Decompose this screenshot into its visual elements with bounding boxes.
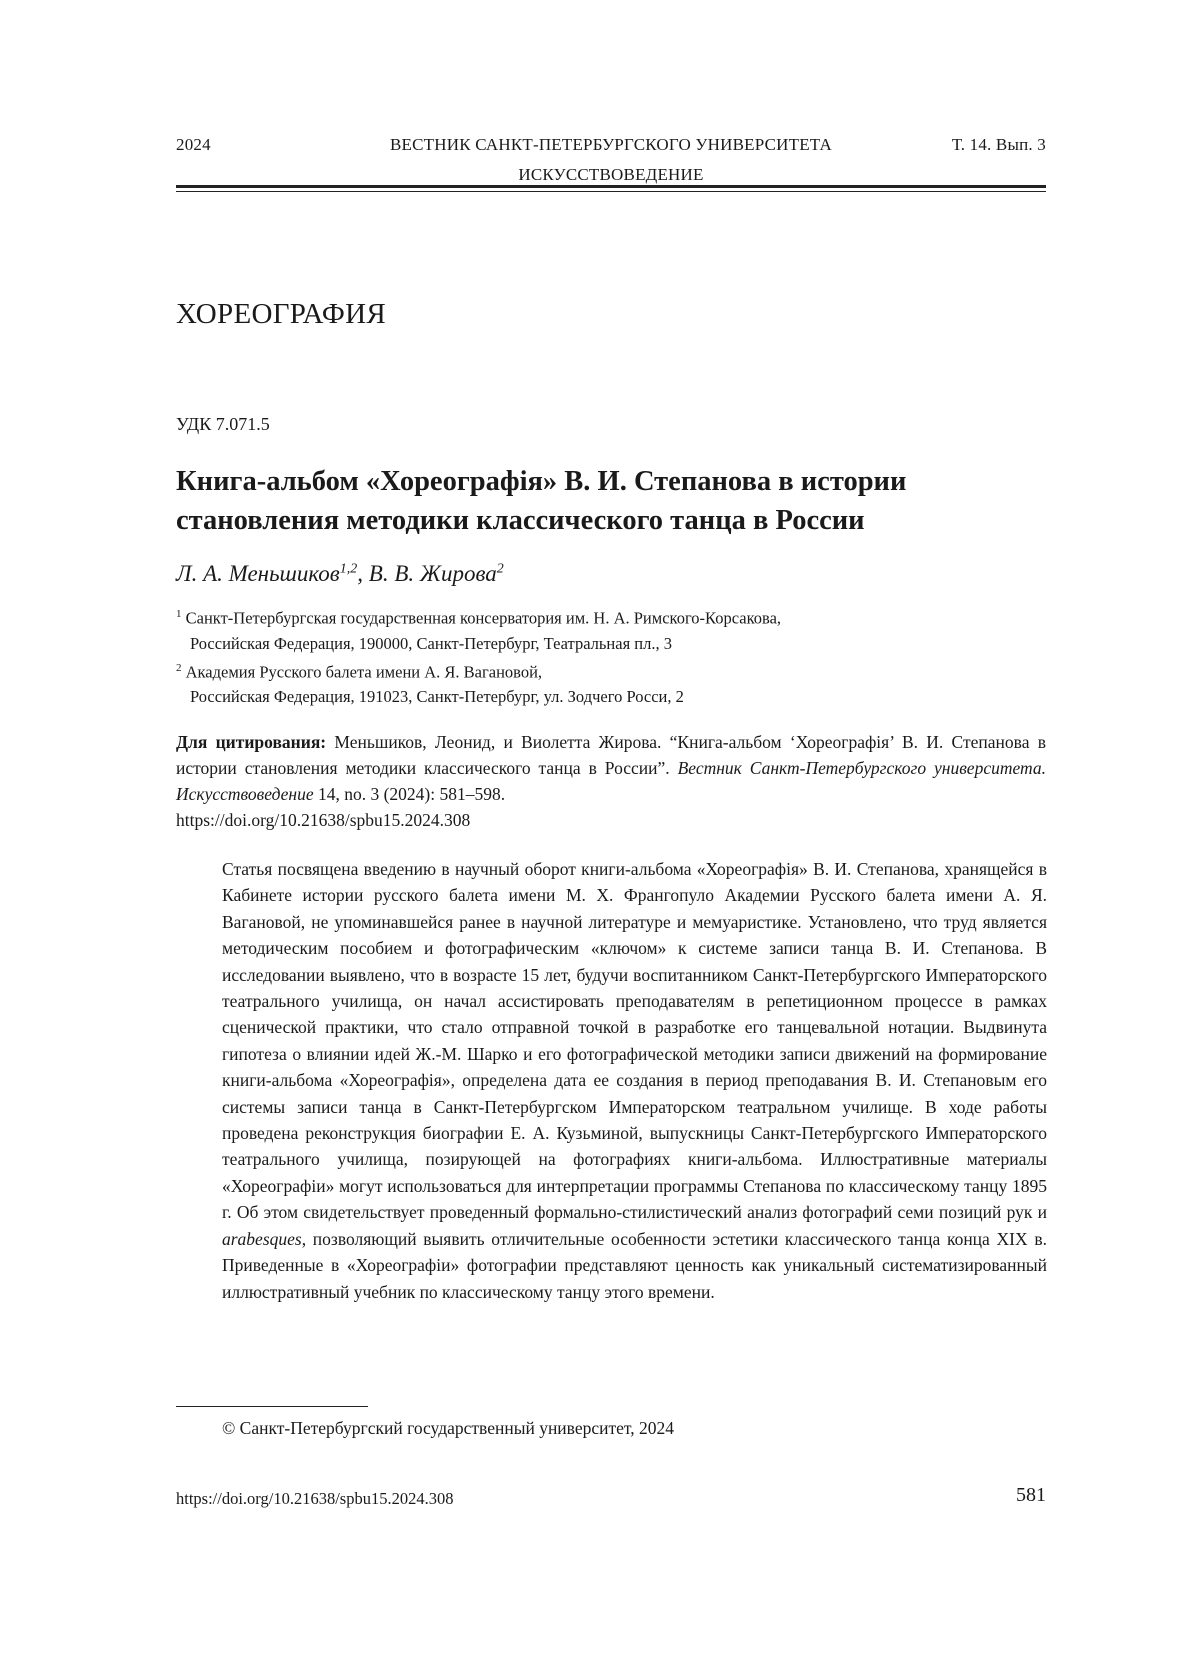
header-journal-line1: ВЕСТНИК САНКТ-ПЕТЕРБУРГСКОГО УНИВЕРСИТЕТА bbox=[390, 135, 832, 154]
article-title-line2: становления методики классического танца в России bbox=[176, 505, 865, 536]
citation-doi-link[interactable]: https://doi.org/10.21638/spbu15.2024.308 bbox=[176, 810, 471, 830]
article-title bbox=[176, 462, 1056, 540]
article-title-line1: Книга-альбом «Хореографія» В. И. Степанова в истории bbox=[176, 466, 907, 497]
citation-block bbox=[176, 729, 1046, 833]
citation-text: Меньшиков, Леонид, и Виолетта Жирова. “Книга-альбом ‘Хореографія’ В. И. Степанова в истории становления методики классического танца в России”. bbox=[176, 732, 1046, 778]
affiliation-1-name: Санкт-Петербургская государственная консерватория им. Н. А. Римского-Корсакова, bbox=[185, 608, 782, 628]
author-2: В. В. Жирова bbox=[368, 561, 497, 586]
author-1-affil: 1,2 bbox=[339, 561, 358, 577]
author-2-affil: 2 bbox=[496, 561, 504, 577]
copyright-notice: © Санкт-Петербургский государственный университет, 2024 bbox=[222, 1418, 674, 1438]
header-volume: Т. 14. Вып. 3 bbox=[951, 135, 1046, 154]
abstract-italic-term: arabesques bbox=[222, 1228, 302, 1249]
affiliation-2-line1 bbox=[176, 656, 1056, 685]
affiliation-1-line2: Российская Федерация, 190000, Санкт-Петербург, Театральная пл., 3 bbox=[190, 633, 672, 653]
author-separator: , bbox=[357, 561, 369, 586]
citation-journal: Вестник Санкт-Петербургского университета. Искусствоведение bbox=[176, 758, 1046, 804]
footer-doi-link[interactable]: https://doi.org/10.21638/spbu15.2024.308 bbox=[176, 1489, 454, 1508]
header-journal-title bbox=[176, 130, 1046, 190]
affiliations bbox=[176, 602, 1056, 709]
author-1: Л. А. Меньшиков bbox=[176, 561, 340, 586]
affiliation-2-name: Академия Русского балета имени А. Я. Вагановой, bbox=[185, 662, 543, 681]
header-journal-line2: ИСКУССТВОВЕДЕНИЕ bbox=[518, 165, 704, 184]
header-rule-thin bbox=[176, 191, 1046, 192]
running-header bbox=[176, 130, 1046, 190]
affiliation-2-line2: Российская Федерация, 191023, Санкт-Петербург, ул. Зодчего Росси, 2 bbox=[190, 687, 684, 706]
affiliation-2-number: 2 bbox=[176, 661, 182, 674]
section-title: ХОРЕОГРАФИЯ bbox=[176, 298, 386, 330]
authors bbox=[176, 561, 504, 587]
footnote-rule bbox=[176, 1406, 368, 1407]
abstract bbox=[222, 856, 1047, 1305]
abstract-text-part1: Статья посвящена введению в научный оборот книги-альбома «Хореографія» В. И. Степанова, хранящейся в Кабинете истории русского балета имени М. Х. Франгопуло Академии Русского балета имени А. Я. Вагановой, не упоминавшейся ранее в научной литературе и мемуаристике. Установлено, что труд является методическим пособием и фотографическим «ключом» к системе записи танца В. И. Степанова. В исследовании выявлено, что в возрасте 15 лет, будучи воспитанником Санкт-Петербургского Императорского театрального училища, он начал ассистировать преподавателям в репетиционном процессе в рамках сценической практики, что стало отправной точкой в разработке его танцевальной нотации. Выдвинута гипотеза о влиянии идей Ж.-М. Шарко и его фотографической методики записи движений на формирование книги-альбома «Хореографія», определена дата ее создания в период преподавания В. И. Степановым его системы записи танца в Санкт-Петербургском Императорском театральном училище. В ходе работы проведена реконструкция биографии Е. А. Кузьминой, выпускницы Санкт-Петербургского Императорского театрального училища, позирующей на фотографиях книги-альбома. Иллюстративные материалы «Хореографіи» могут использоваться для интерпретации программы Степанова по классическому танцу 1895 г. Об этом свидетельствует проведенный формально-стилистический анализ фотографий семи позиций рук и bbox=[222, 859, 1047, 1223]
header-rule-thick bbox=[176, 185, 1046, 188]
affiliation-1-line1 bbox=[176, 602, 1056, 631]
abstract-text-part2: , позволяющий выявить отличительные особенности эстетики классического танца конца XIX в. Приведенные в «Хореографіи» фотографии представляют ценность как уникальный систематизированный иллюстративный учебник по классическому танцу этого времени. bbox=[222, 1228, 1047, 1302]
udc-code: УДК 7.071.5 bbox=[176, 414, 270, 434]
page-number: 581 bbox=[1016, 1484, 1046, 1506]
affiliation-1-number: 1 bbox=[176, 608, 182, 620]
citation-label: Для цитирования: bbox=[176, 732, 327, 752]
citation-issue: 14, no. 3 (2024): 581–598. bbox=[313, 784, 506, 804]
header-year: 2024 bbox=[176, 135, 211, 154]
